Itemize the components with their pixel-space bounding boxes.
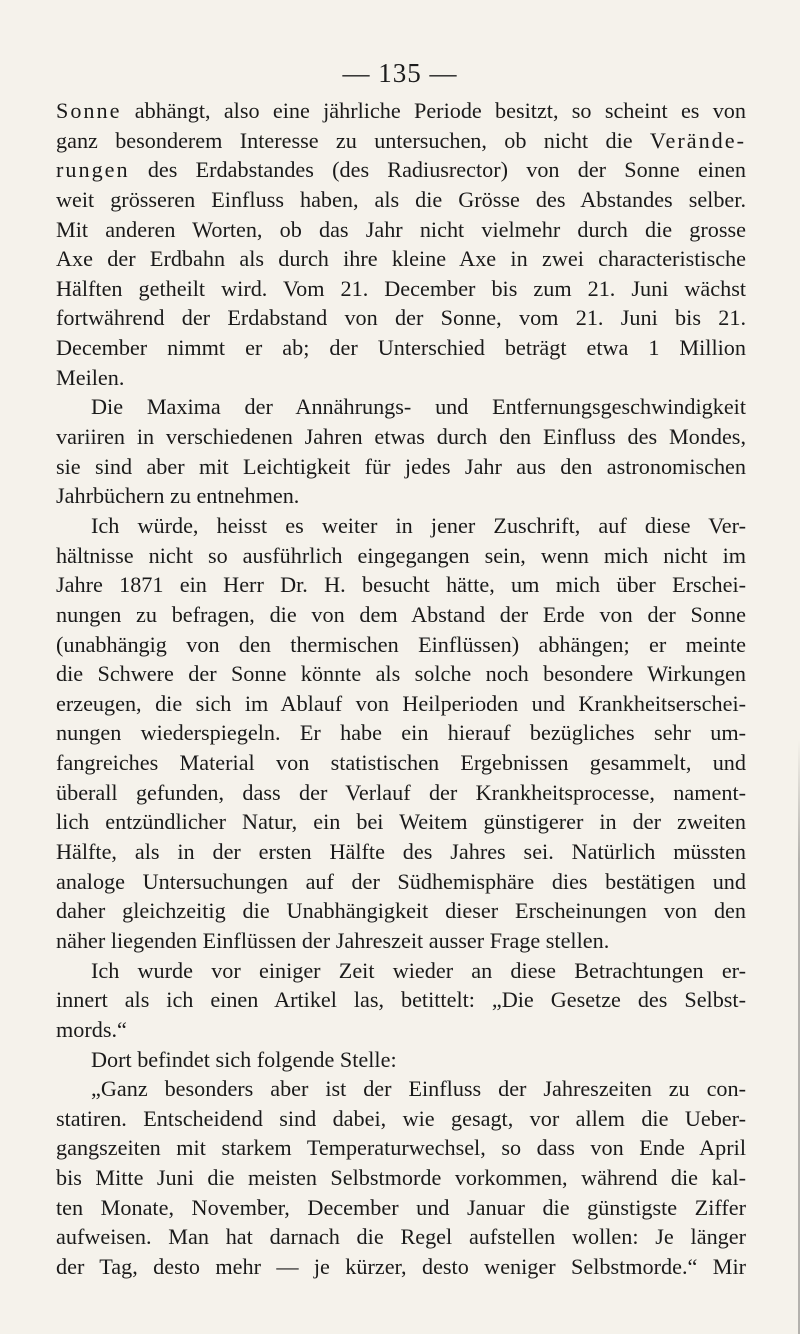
text-line: hältnisse nicht so ausführlich eingegangen sein, wenn mich nicht im xyxy=(56,542,746,568)
text-line: aufweisen. Man hat darnach die Regel aufstellen wollen: Je länger xyxy=(56,1224,746,1250)
text-line: Ich wurde vor einiger Zeit wieder an diese Betrachtungen er- xyxy=(91,957,746,983)
text-line: näher liegenden Einflüssen der Jahreszeit ausser Frage stellen. xyxy=(56,927,610,953)
text-line: bis Mitte Juni die meisten Selbstmorde vorkommen, während die kal- xyxy=(56,1165,746,1191)
text-line: analoge Untersuchungen auf der Südhemisphäre dies bestätigen und xyxy=(56,868,746,894)
text-line: Ich würde, heisst es weiter in jener Zuschrift, auf diese Ver- xyxy=(91,512,746,538)
emphasized-text: Verände- xyxy=(649,127,746,153)
text-line: (unabhängig von den thermischen Einflüssen) abhängen; er meinte xyxy=(56,631,746,657)
text-line: Jahrbüchern zu entnehmen. xyxy=(56,483,300,509)
text-line xyxy=(56,126,746,156)
text-line: fortwährend der Erdabstand von der Sonne, vom 21. Juni bis 21. xyxy=(56,305,746,331)
body-text xyxy=(56,96,746,1282)
text-line: weit grösseren Einfluss haben, als die Grösse des Abstandes selber. xyxy=(56,186,746,212)
text-line: statiren. Entscheidend sind dabei, wie gesagt, vor allem die Ueber- xyxy=(56,1105,746,1131)
text-line: nungen wiederspiegeln. Er habe ein hierauf bezügliches sehr um- xyxy=(56,720,746,746)
text-line: erzeugen, die sich im Ablauf von Heilperioden und Krankheitserschei- xyxy=(56,690,746,716)
text-line: Dort befindet sich folgende Stelle: xyxy=(91,1046,397,1072)
text-line: variiren in verschiedenen Jahren etwas durch den Einfluss des Mondes, xyxy=(56,424,746,450)
emphasized-text: Sonne xyxy=(56,98,122,123)
text-line: Hälften getheilt wird. Vom 21. December bis zum 21. Juni wächst xyxy=(56,275,746,301)
text-line: ten Monate, November, December und Januar die günstigste Ziffer xyxy=(56,1194,746,1220)
text-line: gangszeiten mit starkem Temperaturwechsel, so dass von Ende April xyxy=(56,1135,746,1161)
text-line: Meilen. xyxy=(56,364,125,390)
line-text: abhängt, also eine jährliche Periode besitzt, so scheint es von xyxy=(121,98,746,123)
text-line: die Schwere der Sonne könnte als solche noch besondere Wirkungen xyxy=(56,661,746,687)
text-line: daher gleichzeitig die Unabhängigkeit dieser Erscheinungen von den xyxy=(56,898,746,924)
page-number: — 135 — xyxy=(342,58,458,88)
line-text: ganz besonderem Interesse zu untersuchen, ob nicht die xyxy=(56,127,650,153)
line-text: des Erdabstandes (des Radiusrector) von der Sonne einen xyxy=(129,157,746,183)
text-line: „Ganz besonders aber ist der Einfluss der Jahreszeiten zu con- xyxy=(91,1076,746,1102)
text-line: December nimmt er ab; der Unterschied beträgt etwa 1 Million xyxy=(56,335,746,361)
text-line: der Tag, desto mehr — je kürzer, desto weniger Selbstmorde.“ Mir xyxy=(56,1253,746,1279)
text-line: überall gefunden, dass der Verlauf der Krankheitsprocesse, nament- xyxy=(56,779,746,805)
text-line: Axe der Erdbahn als durch ihre kleine Axe in zwei characteristische xyxy=(56,246,746,272)
text-line: mords.“ xyxy=(56,1016,127,1042)
text-line: nungen zu befragen, die von dem Abstand der Erde von der Sonne xyxy=(56,601,746,627)
text-line: sie sind aber mit Leichtigkeit für jedes Jahr aus den astronomischen xyxy=(56,453,746,479)
emphasized-text: rungen xyxy=(56,157,130,183)
text-line xyxy=(56,155,746,185)
text-line: Jahre 1871 ein Herr Dr. H. besucht hätte, um mich über Erschei- xyxy=(56,572,746,598)
text-line: innert als ich einen Artikel las, betittelt: „Die Gesetze des Selbst- xyxy=(56,987,746,1013)
text-line: Die Maxima der Annährungs- und Entfernungsgeschwindigkeit xyxy=(91,394,746,420)
text-line xyxy=(56,96,746,126)
text-line: Mit anderen Worten, ob das Jahr nicht vielmehr durch die grosse xyxy=(56,216,746,242)
text-line: Hälfte, als in der ersten Hälfte des Jahres sei. Natürlich müssten xyxy=(56,839,746,865)
text-line: fangreiches Material von statistischen Ergebnissen gesammelt, und xyxy=(56,750,746,776)
text-line: lich entzündlicher Natur, ein bei Weitem günstigerer in der zweiten xyxy=(56,809,746,835)
